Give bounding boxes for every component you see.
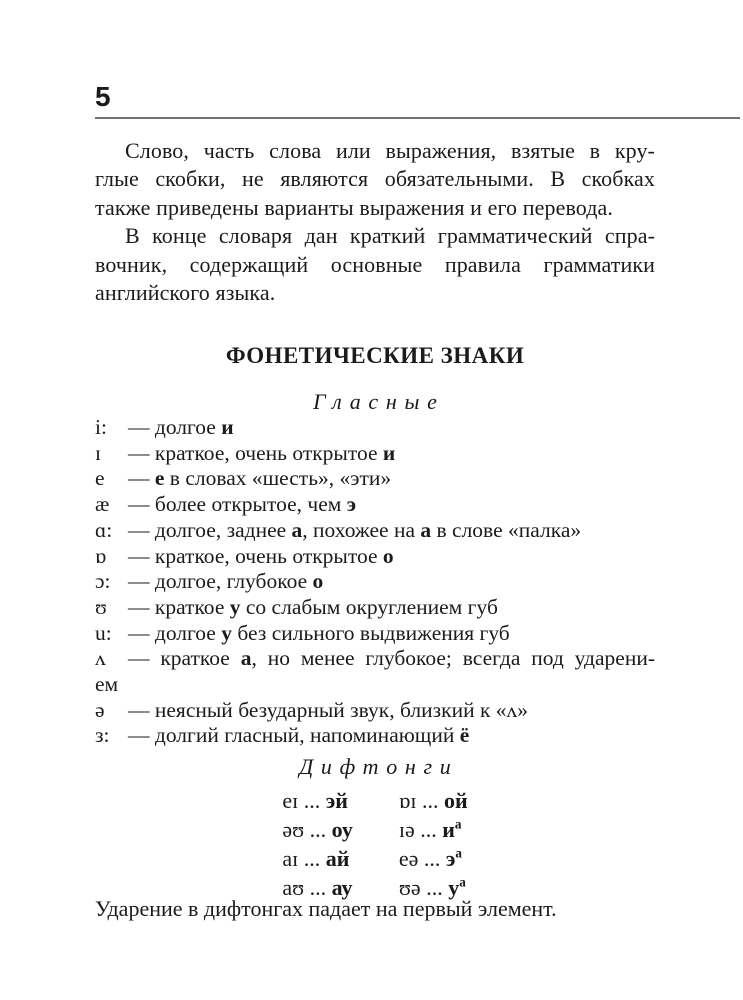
bold-letter: и	[221, 415, 234, 439]
diphthong-cell: ʊə ... $у^а$	[398, 874, 466, 900]
dash: —	[128, 440, 155, 465]
description-text: долгое, глубокое	[154, 569, 313, 594]
bold-letter: и	[382, 440, 396, 465]
dash: —	[128, 569, 155, 594]
phonetic-symbol: u:	[95, 620, 112, 645]
diphthong-cell: əʊ ... оу	[282, 817, 353, 842]
dash: —	[128, 517, 155, 542]
phonetic-symbol: ə	[95, 697, 105, 722]
dash: —	[128, 492, 155, 517]
russian-equivalent: у	[448, 875, 460, 900]
diphthong-cell: ɪə ... $и^а$	[398, 816, 462, 842]
intro-paragraph	[95, 222, 655, 307]
vowel-row	[95, 518, 655, 544]
ipa-symbol: ɒɪ	[398, 788, 417, 813]
diphthong-cell: eɪ ... эй	[282, 788, 348, 813]
description-text: долгое	[154, 415, 222, 439]
diphthong-table	[95, 786, 655, 902]
section-title: ФОНЕТИЧЕСКИЕ ЗНАКИ	[225, 343, 525, 368]
header-rule	[95, 117, 740, 119]
phonetic-symbol: ɔ:	[95, 569, 111, 594]
description-text: со слабым округлением губ	[240, 594, 498, 619]
paragraph-line: также приведены варианты выражения и его перевода.	[95, 194, 614, 220]
russian-equivalent: эй	[325, 788, 348, 813]
diphthongs-heading: Дифтонги	[299, 754, 459, 779]
bold-letter: а	[240, 646, 252, 671]
description-text: краткое, очень открытое	[154, 543, 383, 568]
phonetic-symbol: ɪ	[95, 440, 101, 465]
description-text: без сильного выдвижения губ	[231, 620, 510, 645]
paragraph-line: Слово, часть слова или выражения, взятые в кру-	[125, 138, 655, 163]
vowel-row-continuation: ем	[95, 672, 119, 697]
intro-paragraphs	[95, 137, 655, 307]
phonetic-symbol: ʌ	[95, 646, 106, 671]
phonetic-symbol: i:	[95, 415, 107, 439]
vowel-row	[95, 492, 655, 518]
diphthong-note: Ударение в дифтонгах падает на первый элемент.	[95, 896, 557, 921]
diphthong-cell: aʊ ... ау	[282, 875, 353, 900]
dash: —	[128, 723, 155, 748]
vowel-row	[95, 569, 655, 595]
vowel-list	[95, 415, 655, 749]
russian-equivalent: и	[442, 817, 455, 842]
superscript-a: а	[455, 845, 462, 861]
ipa-symbol: eɪ	[282, 788, 299, 813]
bold-letter: о	[382, 543, 394, 568]
diphthong-cell: aɪ ... ай	[282, 846, 350, 871]
vowel-row	[95, 415, 655, 441]
dash: —	[128, 620, 155, 645]
bold-letter: о	[312, 569, 324, 594]
ipa-symbol: ʊə	[398, 875, 421, 900]
vowels-heading: Гласные	[313, 389, 445, 414]
russian-equivalent: ай	[325, 846, 350, 871]
description-text: краткое	[154, 594, 230, 619]
bold-letter: у	[229, 594, 241, 619]
paragraph-line: английского языка.	[95, 280, 276, 306]
ipa-symbol: əʊ	[282, 817, 305, 842]
dash: —	[128, 415, 155, 439]
description-text: неясный безударный звук, близкий к «ʌ»	[154, 697, 529, 722]
bold-letter: э	[346, 492, 357, 517]
description-text: краткое	[160, 646, 241, 671]
ipa-symbol: eə	[398, 846, 419, 871]
phonetic-symbol: з:	[95, 723, 110, 748]
description-text: более открытое, чем	[154, 492, 347, 517]
description-text: , похожее на	[302, 517, 421, 542]
paragraph-line: В конце словаря дан краткий грамматический спра-	[125, 223, 655, 249]
bold-letter: е	[154, 466, 165, 491]
description-text: в слове «палка»	[431, 517, 582, 542]
ipa-symbol: aʊ	[282, 875, 305, 900]
bold-letter: у	[221, 620, 232, 645]
vowel-row	[95, 646, 655, 672]
description-text: , но менее глубокое; всегда под ударени-	[251, 646, 655, 671]
vowel-row	[95, 723, 655, 749]
russian-equivalent: оу	[331, 817, 353, 842]
russian-equivalent: ау	[331, 875, 353, 900]
vowel-row	[95, 621, 655, 647]
paragraph-line: вочник, содержащий основные правила грамматики	[95, 251, 655, 277]
phonetic-symbol: e	[95, 466, 105, 491]
superscript-a: а	[454, 816, 462, 832]
russian-equivalent: ой	[443, 788, 468, 813]
phonetic-symbol: ɒ	[95, 543, 107, 568]
phonetic-symbol: æ	[95, 492, 110, 517]
ipa-symbol: aɪ	[282, 846, 299, 871]
dash: —	[128, 466, 155, 491]
dash: —	[128, 543, 155, 568]
description-text: долгое	[154, 620, 222, 645]
bold-letter: а	[291, 517, 303, 542]
description-text: краткое, очень открытое	[154, 440, 383, 465]
dash: —	[128, 697, 155, 722]
dash: —	[128, 646, 161, 671]
intro-paragraph	[95, 137, 655, 222]
superscript-a: а	[459, 874, 466, 890]
description-text: в словах «шесть», «эти»	[164, 466, 392, 491]
description-text: долгий гласный, напоминающий	[154, 723, 460, 748]
vowel-row	[95, 544, 655, 570]
vowel-row	[95, 466, 655, 492]
phonetic-symbol: ʊ	[95, 594, 107, 619]
vowel-row	[95, 698, 655, 724]
ipa-symbol: ɪə	[398, 817, 415, 842]
vowel-row	[95, 441, 655, 467]
diphthong-cell: eə ... $э^а$	[398, 845, 462, 871]
russian-equivalent: э	[445, 846, 456, 871]
phonetic-symbol: ɑ:	[95, 517, 113, 542]
dash: —	[128, 594, 155, 619]
diphthong-cell: ɒɪ ... ой	[398, 788, 468, 813]
page-number: 5	[95, 81, 111, 112]
vowel-row	[95, 595, 655, 621]
bold-letter: а	[420, 517, 432, 542]
bold-letter: ё	[459, 723, 470, 748]
paragraph-line: глые скобки, не являются обязательными. В скобках	[95, 166, 655, 192]
description-text: долгое, заднее	[154, 517, 292, 542]
